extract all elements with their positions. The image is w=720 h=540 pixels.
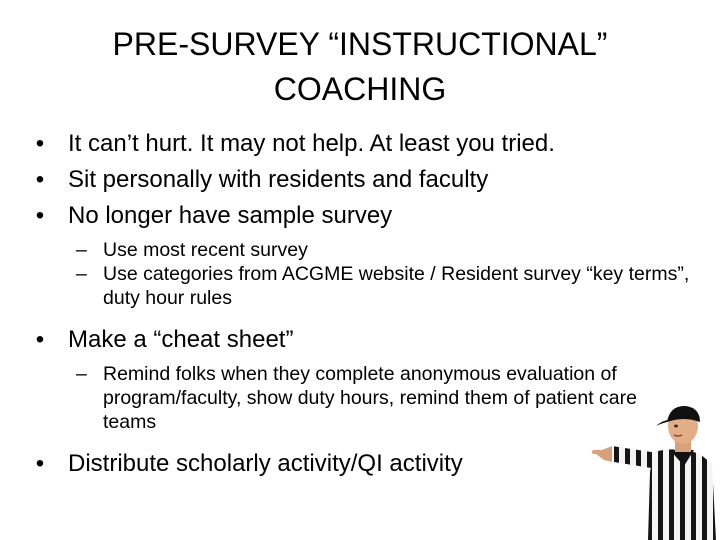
bullet-marker: • [35,130,45,157]
bullet-text: No longer have sample survey [68,202,393,229]
sub-bullet-item [76,238,708,262]
bullet-text: It can’t hurt. It may not help. At least you tried. [68,130,555,157]
bullet-marker: • [35,202,45,229]
sub-bullet-text: Remind folks when they complete anonymous evaluation of program/faculty, show duty hours, remind them of patient care teams [103,363,637,433]
bullet-item [28,126,708,162]
bullet-marker: • [35,166,45,193]
title-line-2: COACHING [273,71,447,107]
bullet-text: Make a “cheat sheet” [68,326,294,353]
sub-bullet-text: Use most recent survey [103,239,308,261]
sub-bullet-text: Use categories from ACGME website / Resident survey “key terms”, duty hour rules [103,263,690,309]
bullet-item [28,198,708,234]
bullet-text: Distribute scholarly activity/QI activity [68,450,463,477]
title-line-1: PRE-SURVEY “INSTRUCTIONAL” [112,26,608,62]
sub-bullet-marker: – [76,239,87,261]
bullet-marker: • [35,450,45,477]
sub-bullet-item [76,262,708,310]
bullet-marker: • [35,326,45,353]
bullet-item [28,322,708,358]
bullet-item [28,162,708,198]
referee-pointing-image [592,402,720,540]
sub-bullet-marker: – [76,363,87,385]
bullet-text: Sit personally with residents and faculty [68,166,489,193]
sub-bullet-marker: – [76,263,87,285]
slide-title [60,22,660,112]
sub-bullet-item [76,362,643,434]
